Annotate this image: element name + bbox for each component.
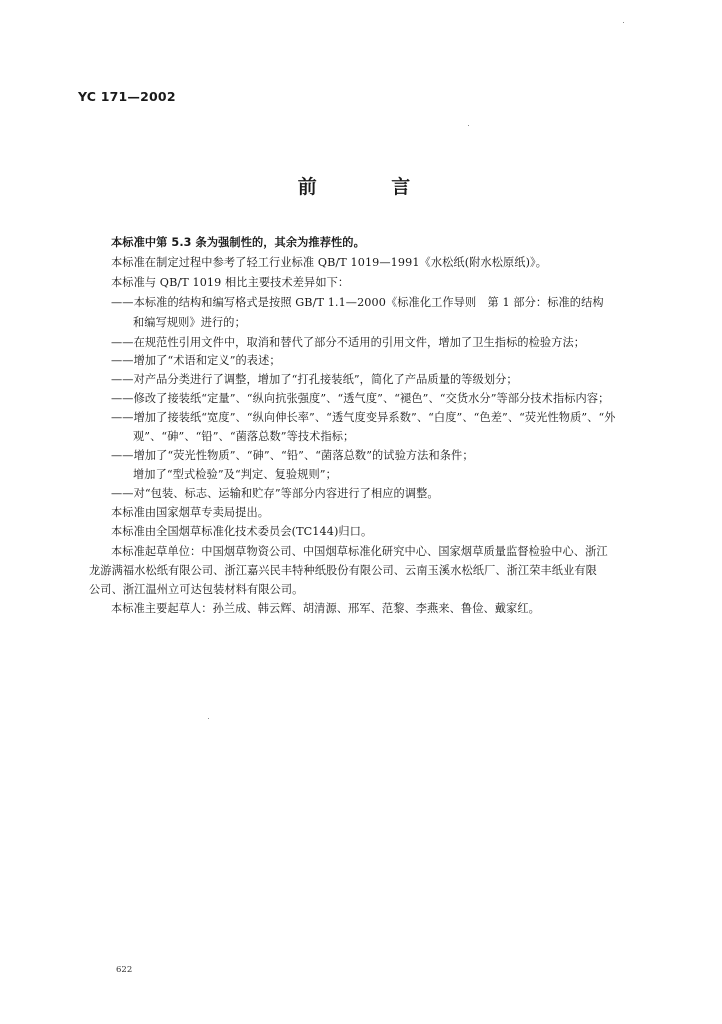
text-line-terms-definitions: ——增加了“术语和定义”的表述；: [111, 354, 281, 367]
text-line-product-classification: ——对产品分类进行了调整，增加了“打孔接装纸”，简化了产品质量的等级划分；: [111, 373, 518, 386]
text-line-structure-format-cont: 和编写规则》进行的；: [133, 316, 246, 329]
text-line-test-methods: ——增加了“荧光性物质”、“砷”、“铅”、“菌落总数”的试验方法和条件；: [111, 449, 474, 462]
text-line-drafters: 本标准主要起草人：孙兰成、韩云辉、胡清源、邢军、范黎、李燕来、鲁俭、戴家红。: [111, 602, 540, 615]
text-line-drafting-units: 本标准起草单位：中国烟草物资公司、中国烟草标准化研究中心、国家烟草质量监督检验中心、浙江: [111, 545, 608, 558]
text-line-packaging-adjustment: ——对“包装、标志、运输和贮存”等部分内容进行了相应的调整。: [111, 487, 439, 500]
text-line-structure-format: ——本标准的结构和编写格式是按照 GB/T 1.1—2000《标准化工作导则 第 1 部分：标准的结构: [111, 296, 604, 309]
page-title: 前 言: [297, 176, 445, 198]
text-line-normative-references: ——在规范性引用文件中，取消和替代了部分不适用的引用文件，增加了卫生指标的检验方法；: [111, 336, 586, 349]
text-line-added-indicators: ——增加了接装纸“宽度”、“纵向伸长率”、“透气度变异系数”、“白度”、“色差”、“荧光性物质”、“外: [111, 411, 616, 424]
text-line-inspection-rules: 增加了“型式检验”及“判定、复验规则”；: [133, 468, 337, 481]
text-line-added-indicators-cont: 观”、“砷”、“铅”、“菌落总数”等技术指标；: [133, 430, 355, 443]
text-line-administered-by: 本标准由全国烟草标准化技术委员会(TC144)归口。: [111, 525, 373, 538]
scan-speck: [623, 22, 624, 23]
scan-speck: [208, 718, 209, 719]
standard-code: YC 171—2002: [78, 89, 176, 104]
text-line-differences-intro: 本标准与 QB/T 1019 相比主要技术差异如下：: [111, 276, 350, 289]
page-number: 622: [116, 965, 133, 975]
text-line-modified-indicators: ——修改了接装纸“定量”、“纵向抗张强度”、“透气度”、“褪色”、“交货水分”等部分技术指标内容；: [111, 392, 610, 405]
text-line-reference-standard: 本标准在制定过程中参考了轻工行业标准 QB/T 1019—1991《水松纸(附水松原纸)》。: [111, 256, 548, 269]
text-line-mandatory-clause: 本标准中第 5.3 条为强制性的，其余为推荐性的。: [111, 236, 365, 249]
text-line-proposed-by: 本标准由国家烟草专卖局提出。: [111, 506, 270, 519]
text-line-drafting-units-cont-2: 公司、浙江温州立可达包装材料有限公司。: [89, 583, 304, 596]
text-line-drafting-units-cont-1: 龙游满福水松纸有限公司、浙江嘉兴民丰特种纸股份有限公司、云南玉溪水松纸厂、浙江荣丰纸业有限: [89, 564, 597, 577]
scan-speck: [468, 125, 469, 126]
